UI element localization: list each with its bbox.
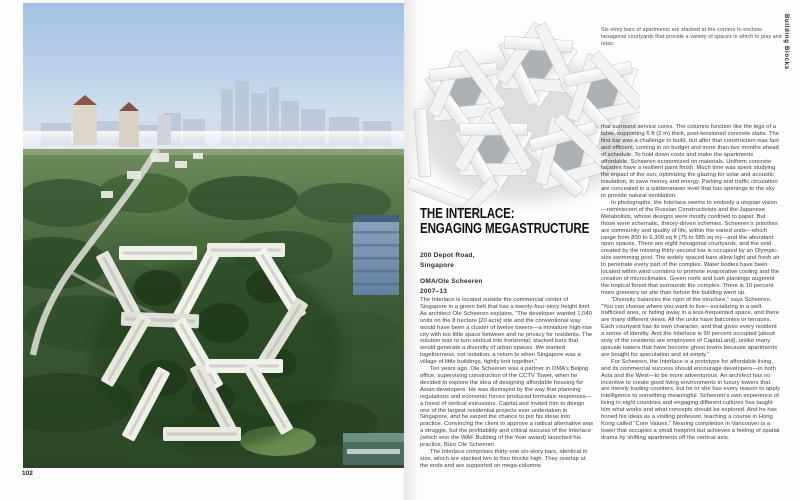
body-paragraph: “Diversity balances the rigor of the structure,” says Scheeren. “You can choose where you want to live—socializing in a well-trafficked area, or hiding away in a less-frequented space, and there are many different views. All the units have balconies or terraces. Each courtyard has its own character, and that gives every resident a sense of identity. And the Interlace is 90 percent occupied [about sixty of the residents are employees of CapitaLand], unlike many upscale towers that have become ghost towns because apartments are bought for speculation and sit empty.”	[601, 296, 779, 358]
project-address	[420, 251, 475, 271]
article-title-line1: THE INTERLACE:	[420, 206, 515, 222]
aerial-photo-illustration	[23, 3, 404, 468]
body-paragraph: Ten years ago, Ole Scheeren was a partner in OMA’s Beijing office, supervising construction of the CCTV Tower, when he decided to explore the idea of designing affordable housing for Asian developers. He was dismayed by the way that planning regulations and economic forces produced formulaic responses—a forest of vertical extrusions. CapitaLand invited him to design one of the largest residential projects ever undertaken in Singapore, and he seized the chance to put his ideas into practice. Convincing the client to approve a radical alternative was a struggle, but the profitability and critical success of the Interlace (which won the WAF Building of the Year award) launched his practice, Büro Ole Scheeren.	[420, 366, 594, 449]
address-line1: 200 Depot Road,	[420, 252, 475, 259]
body-paragraph: that surround service cores. The columns function like the legs of a table, supporting 6 ft (2 m) thick, post-tensioned concrete slabs. The first bar was a challenge to build, but after that construction was fast and efficient, coming in on budget and more than two months ahead of schedule. To hold down costs and make the apartments affordable, Scheeren economized on materials. Uniform concrete façades have a resilient paint finish. Much time was spent studying the impact of the sun, optimizing the glazing for solar and acoustic insulation, to save money and energy. Parking and traffic circulation are concealed in a subterranean level that has openings to the sky to provide natural ventilation.	[601, 124, 780, 200]
article-title-line2: ENGAGING MEGASTRUCTURE	[420, 221, 590, 237]
body-column-left	[420, 297, 594, 470]
project-years: 2007–13	[420, 288, 448, 296]
chapter-section-label: Building Blocks	[783, 14, 789, 70]
body-paragraph: The Interlace is located outside the commercial center of Singapore in a green belt that has a twenty-four-story height limit. As architect Ole Scheeren explains, “The developer wanted 1,040 units on the 8 hectare [20 acre] site and the conventional way would have been a cluster of twelve towers—a miniature high-rise city with too little space between and no privacy for residents. The solution was to turn vertical into horizontal; stacked bars that would generate a diversity of urban spaces. We wanted togetherness, not isolation; a return to when Singapore was a village of little buildings, tightly knit together.”	[420, 297, 593, 366]
interlace-aerial-photo	[23, 3, 404, 468]
architect-name: OMA/Ole Scheeren	[420, 278, 483, 285]
article-title	[420, 207, 612, 237]
project-architect	[420, 277, 483, 297]
body-paragraph: For Scheeren, the Interlace is a prototype for affordable living, and its commercial success should encourage developers—in both Asia and the West—to be more adventurous. An architect has no incentive to create good living environments in luxury towers that are merely trading counters, but he or she has every reason to apply intelligence to something meaningful. Scheeren’s own experience of living in eight countries and engaging different cultures has taught him what works and what concepts should be explored. And he has honed his ideas as a visiting professor, teaching a course in Hong Kong called “Core Values.” Nearing completion in Vancouver is a tower that occupies a small footprint but achieves a feeling of spatial drama by shifting apartments off the vertical axis.	[601, 358, 781, 441]
figure-caption: Six-story bars of apartments are stacked at the corners to enclose hexagonal courtyards that provide a variety of spaces in which to play and relax.	[601, 27, 782, 47]
body-paragraph: In photographs, the Interlace seems to embody a utopian vision—reminiscent of the Russian Constructivists and the Japanese Metabolists, whose designs were mostly confined to paper. But those were schematic, theory-driven schemes. Scheeren’s priorities are community and quality of life, within the varied units—which range from 800 to 6,300 sq ft (75 to 585 sq m)—and the abundant open spaces. There are eight hexagonal courtyards, and the void created by the missing thirty-second bar is occupied by an Olympic-size swimming pool. The widely spaced bars allow light and fresh air to penetrate every part of the complex. Water bodies have been located within wind corridors to promote evaporative cooling and the creation of microclimates. Green roofs and lush plantings augment the tropical forest that surrounds the complex. There is 10 percent more greenery on site than before the building went up.	[601, 199, 780, 296]
address-line2: Singapore	[420, 262, 455, 270]
page-number: 102	[22, 470, 33, 477]
body-column-right	[601, 124, 780, 442]
body-paragraph: The Interlace comprises thirty-one six-story bars, identical in size, which are stacked two to four blocks high. They overlap at the ends and are supported on mega-columns	[420, 448, 588, 469]
